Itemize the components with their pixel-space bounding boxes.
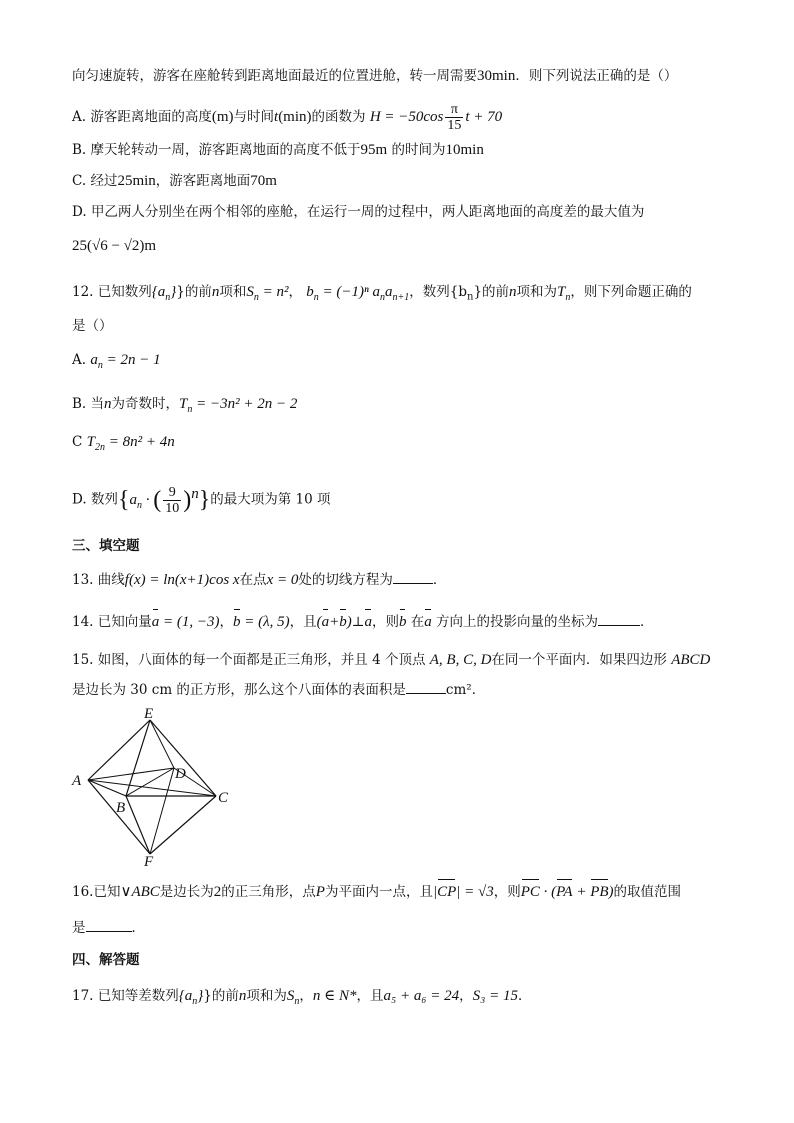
label-f: F (144, 854, 154, 868)
q11-option-b: B. 摩天轮转动一周，游客距离地面的高度不低于95m 的时间为10min (72, 142, 484, 158)
answer-blank[interactable] (406, 681, 446, 694)
q12-option-d: D. 数列{$a_n$ · ( $\frac{9}{10}$ )$^n$}的最大项为第 10 项 (72, 484, 331, 516)
label-d: D (175, 766, 186, 782)
q11-option-d: D. 甲乙两人分别坐在两个相邻的座舱，在运行一周的过程中，两人距离地面的高度差的最大值为 (72, 204, 645, 220)
q12-d-fraction: $\frac{9}{10}$ (165, 484, 180, 516)
q15-line2: 是边长为 30 cm 的正方形，那么这个八面体的表面积是 cm²． (72, 682, 486, 698)
q12-option-b: B. 当n为奇数时，$T_n = -3n^2 + 2n - 2$ (72, 396, 298, 415)
label-a: A (72, 773, 82, 789)
q17: 17. 已知等差数列$\{a_n\}$}的前n项和为$S_n$，n ∈ N*，且a₅ + a₆ = 24，S₃ = 15． (72, 988, 532, 1007)
section-title-solve: 四、解答题 (72, 952, 140, 968)
q13: 13. 曲线f(x) = ln(x+1)cos x在点x = 0处的切线方程为 ． (72, 572, 447, 588)
q11-stem: 向匀速旋转，游客在座舱转到距离地面最近的位置进舱，转一周需要30min．则下列说法正确的是（） (72, 68, 678, 84)
q16-line2: 是 ． (72, 920, 145, 936)
q12-option-a: A. $a_n = 2n - 1$ (72, 352, 161, 371)
q14: 14. 已知向量a = (1, −3)，b = (λ, 5)，且(a+b)⊥a，则b 在a 方向上的投影向量的坐标为 ． (72, 614, 654, 630)
q15: 15. 如图，八面体的每一个面都是正三角形，并且 4 个顶点 A, B, C, D在同一个平面内．如果四边形 ABCD (72, 652, 711, 668)
q11-option-a: A. 游客距离地面的高度(m)与时间t(min)的函数为 H = −50cos $\frac{\pi}{15}$ t + 70 (72, 102, 503, 133)
octahedron-figure (70, 708, 260, 868)
label-e: E (144, 708, 154, 722)
answer-blank[interactable] (598, 613, 640, 626)
q11-option-d-value: 25(√6 − √2)m (72, 238, 157, 254)
section-title-fill-blank: 三、填空题 (72, 538, 140, 554)
q12-stem-end: 是（） (72, 318, 113, 334)
q12-stem: 12. 已知数列$\{a_n\}$}的前n项和$S_n = n^2$， $b_n = (-1)^n$ $a_na_{n+1}$，数列$\{b_n\}$的前n项和为$T_n$，则下列命题正确的 (72, 284, 692, 303)
q11-a-fraction: $\frac{\pi}{15}$ (447, 102, 462, 133)
label-c: C (218, 790, 229, 806)
q12-option-c: C $T_{2n} = 8n^2 + 4n$ (72, 434, 175, 453)
answer-blank[interactable] (86, 919, 132, 932)
q11-option-c: C. 经过25min，游客距离地面70m (72, 173, 277, 189)
q16: 16.已知∨ABC是边长为2的正三角形，点P为平面内一点，且|CP| = √3，则PC · (PA + PB)的取值范围 (72, 884, 682, 900)
label-b: B (116, 800, 126, 816)
answer-blank[interactable] (393, 571, 433, 584)
